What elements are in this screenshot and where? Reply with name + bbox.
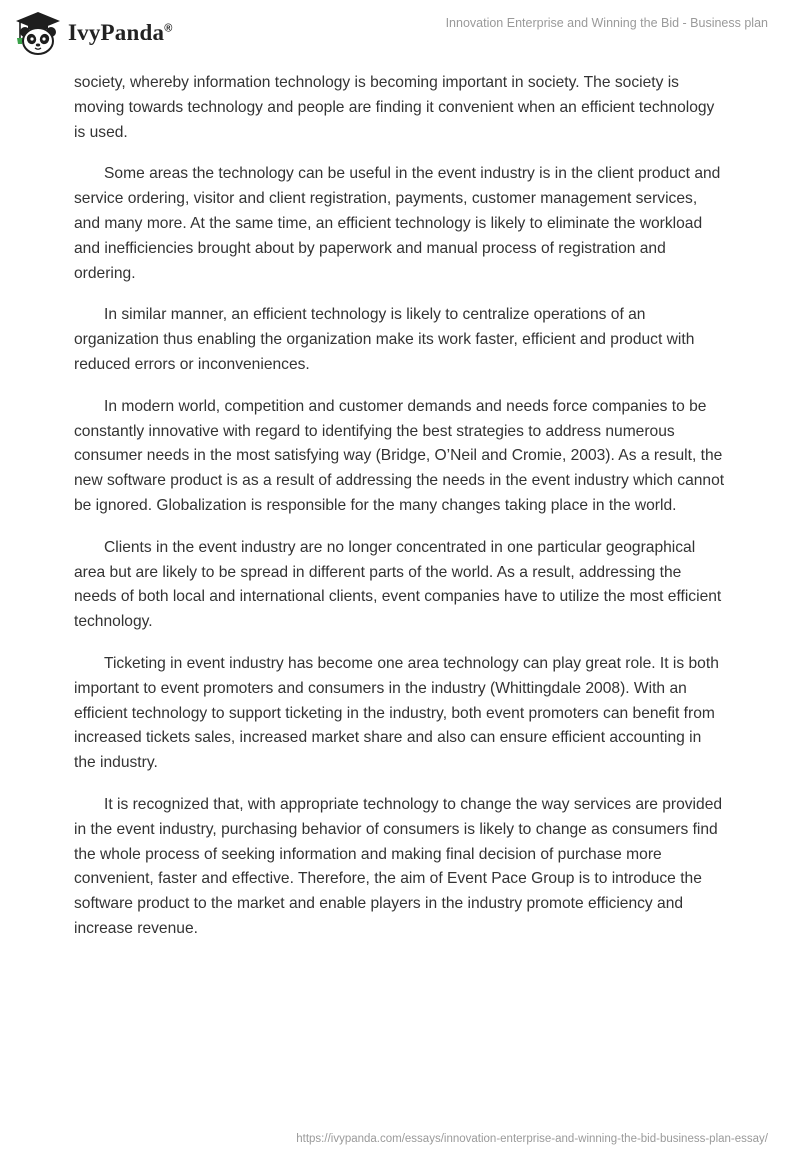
paragraph: Ticketing in event industry has become one area technology can play great role. It is both important to event promoters and consumers in the industry (Whittingdale 2008). With an efficient technology to support ticketing in the industry, both event promoters can benefit from increased tickets sales, increased market share and also can ensure efficient accounting in the industry. <box>74 654 719 772</box>
source-url[interactable]: https://ivypanda.com/essays/innovation-enterprise-and-winning-the-bid-business-plan-essay/ <box>296 1133 768 1145</box>
paragraph: Some areas the technology can be useful in the event industry is in the client product and service ordering, visitor and client registration, payments, customer management services, and many more. At the same time, an efficient technology is likely to eliminate the workload and inefficiencies brought about by paperwork and manual process of registration and ordering. <box>74 165 721 282</box>
page-header <box>0 0 800 70</box>
paragraph: Clients in the event industry are no longer concentrated in one particular geographical area but are likely to be spread in different parts of the world. As a result, addressing the needs of both local and international clients, event companies have to utilize the most efficient technology. <box>74 538 722 631</box>
paragraph: society, whereby information technology is becoming important in society. The society is moving towards technology and people are finding it convenient when an efficient technology is used. <box>74 74 715 141</box>
paragraph: In modern world, competition and customer demands and needs force companies to be constantly innovative with regard to identifying the best strategies to address numerous consumer needs in the most satisfying way (Bridge, O’Neil and Cromie, 2003). As a result, the new software product is as a result of addressing the needs in the event industry which cannot be ignored. Globalization is responsible for the many changes taking place in the world. <box>74 397 725 514</box>
panda-graduation-icon <box>14 10 62 56</box>
paragraph: It is recognized that, with appropriate technology to change the way services are provided in the event industry, purchasing behavior of consumers is likely to change as consumers find the whole process of seeking information and making final decision of purchase more convenient, faster and effective. Therefore, the aim of Event Pace Group is to introduce the software product to the market and enable players in the industry promote efficiency and increase revenue. <box>74 795 723 937</box>
essay-body <box>74 71 726 959</box>
ivypanda-logo[interactable] <box>14 10 173 56</box>
brand-name: IvyPanda® <box>68 20 173 45</box>
paragraph: In similar manner, an efficient technology is likely to centralize operations of an organization thus enabling the organization make its work faster, efficient and product with reduced errors or inconveniences. <box>74 306 695 373</box>
document-title: Innovation Enterprise and Winning the Bid - Business plan <box>445 16 768 30</box>
